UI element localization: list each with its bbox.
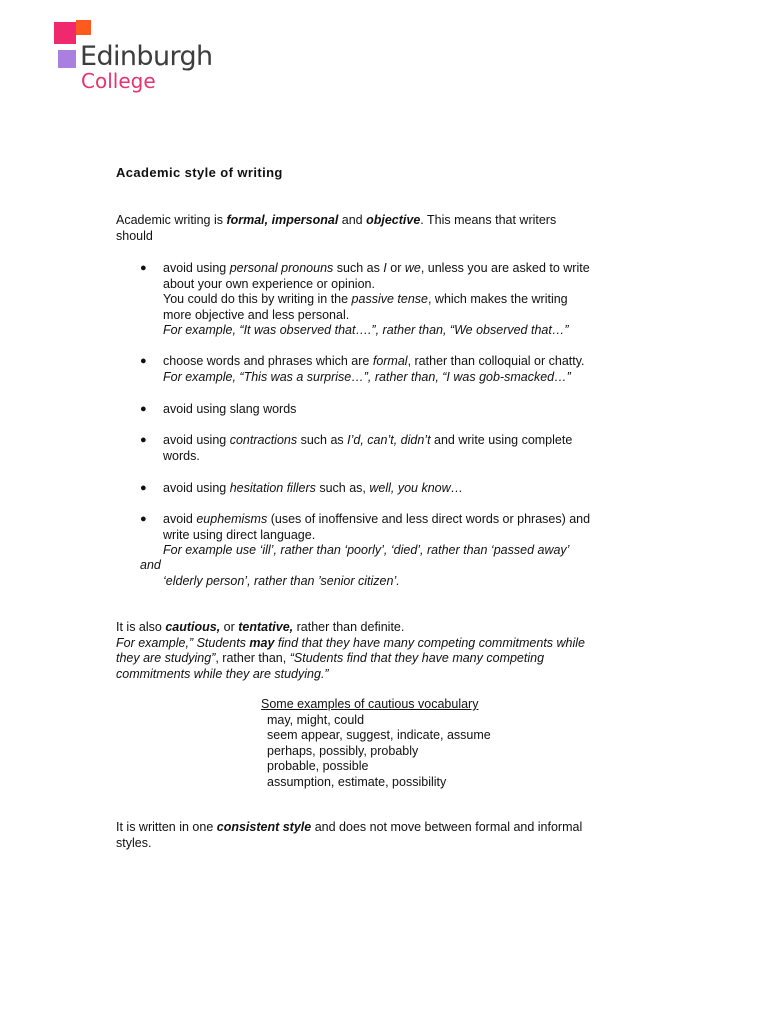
- intro-text: . This means that writers: [420, 213, 557, 227]
- bullet-dot: ●: [140, 355, 147, 367]
- bullet-line: avoid using contractions such as I’d, can’t, didn’t and write using complete: [163, 433, 573, 447]
- closing-paragraph: [116, 820, 661, 851]
- bullet-line: more objective and less personal.: [163, 307, 350, 322]
- closing-line-2: styles.: [116, 835, 152, 850]
- logo-orange-square: [76, 20, 91, 35]
- vocab-item: perhaps, possibly, probably: [267, 743, 419, 758]
- intro-emphasis-formal: formal, impersonal: [226, 213, 339, 227]
- intro-text: Academic writing is: [116, 213, 227, 227]
- cautious-paragraph: [116, 620, 661, 682]
- bullet-line: You could do this by writing in the passive tense, which makes the writing: [163, 292, 568, 306]
- cautious-vocabulary-list: [261, 697, 581, 790]
- bullet-line: avoid using slang words: [163, 402, 297, 416]
- intro-text: and: [338, 213, 367, 227]
- cautious-example-line: they are studying”, rather than, “Students find that they have many competing: [116, 651, 545, 665]
- bullet-example: For example, “It was observed that….”, rather than, “We observed that…”: [163, 323, 569, 337]
- bullet-line: avoid using hesitation fillers such as, well, you know…: [163, 481, 464, 495]
- intro-line-1: [116, 213, 661, 229]
- logo-pink-square: [54, 22, 76, 44]
- logo-edinburgh-text: Edinburgh: [80, 41, 213, 72]
- intro-line-2: should: [116, 228, 153, 243]
- bullet-line: about your own experience or opinion.: [163, 276, 375, 291]
- logo-purple-square: [58, 50, 76, 68]
- vocab-item: probable, possible: [267, 759, 369, 773]
- vocab-item: seem appear, suggest, indicate, assume: [267, 728, 491, 742]
- vocab-heading: Some examples of cautious vocabulary: [261, 697, 479, 711]
- bullet-line: avoid using personal pronouns such as I or we, unless you are asked to write: [163, 261, 590, 275]
- vocab-item: may, might, could: [267, 712, 365, 727]
- bullet-dot: ●: [140, 403, 147, 415]
- bullet-line: choose words and phrases which are formal, rather than colloquial or chatty.: [163, 354, 585, 368]
- closing-line-1: It is written in one consistent style and does not move between formal and informal: [116, 820, 583, 834]
- edinburgh-college-logo: [54, 20, 234, 100]
- bullet-dot: ●: [140, 513, 147, 525]
- intro-emphasis-objective: objective: [366, 213, 421, 227]
- bullet-dot: ●: [140, 262, 147, 274]
- bullet-example: For example use ‘ill’, rather than ‘poorly’, ‘died’, rather than ‘passed away’: [163, 543, 570, 557]
- cautious-line-1: It is also cautious, or tentative, rather than definite.: [116, 620, 405, 634]
- intro-paragraph: [116, 213, 661, 244]
- bullet-dot: ●: [140, 482, 147, 494]
- cautious-example-line: commitments while they are studying.”: [116, 666, 329, 681]
- cautious-example-line: For example,” Students may find that they have many competing commitments while: [116, 635, 585, 650]
- logo-college-text: College: [81, 69, 156, 93]
- bullet-example-and: and: [140, 558, 161, 572]
- vocab-item: assumption, estimate, possibility: [267, 774, 447, 789]
- bullet-example: For example, “This was a surprise…”, rather than, “I was gob-smacked…”: [163, 369, 571, 384]
- page-title: Academic style of writing: [116, 165, 283, 180]
- bullet-line: words.: [163, 448, 200, 463]
- bullet-line: write using direct language.: [163, 527, 316, 542]
- bullet-dot: ●: [140, 434, 147, 446]
- bullet-line: avoid euphemisms (uses of inoffensive and less direct words or phrases) and: [163, 512, 591, 526]
- bullet-example: ‘elderly person’, rather than ’senior citizen’.: [163, 574, 400, 588]
